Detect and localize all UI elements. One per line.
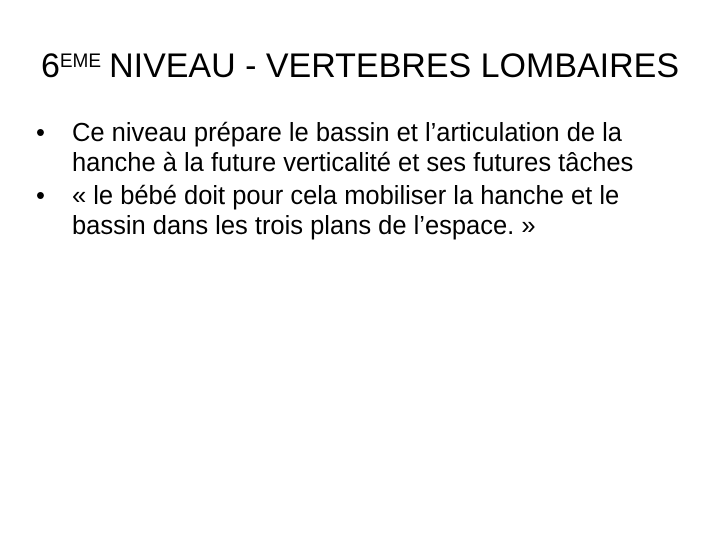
bullet-text: Ce niveau prépare le bassin et l’articulation de la hanche à la future verticalité et ses futures tâches: [72, 119, 634, 177]
title-main-text: NIVEAU - VERTEBRES LOMBAIRES: [109, 47, 680, 85]
bullet-text: « le bébé doit pour cela mobiliser la hanche et le bassin dans les trois plans de l’espace. »: [72, 182, 620, 240]
bullet-item-quote: [36, 181, 676, 241]
bullet-item-preparation: [36, 118, 676, 178]
title-number: 6: [40, 47, 60, 85]
slide-title: [0, 44, 720, 88]
bullet-list: [36, 118, 676, 244]
title-superscript: EME: [59, 50, 102, 72]
bullet-marker: •: [36, 119, 45, 147]
bullet-marker: •: [36, 182, 45, 210]
